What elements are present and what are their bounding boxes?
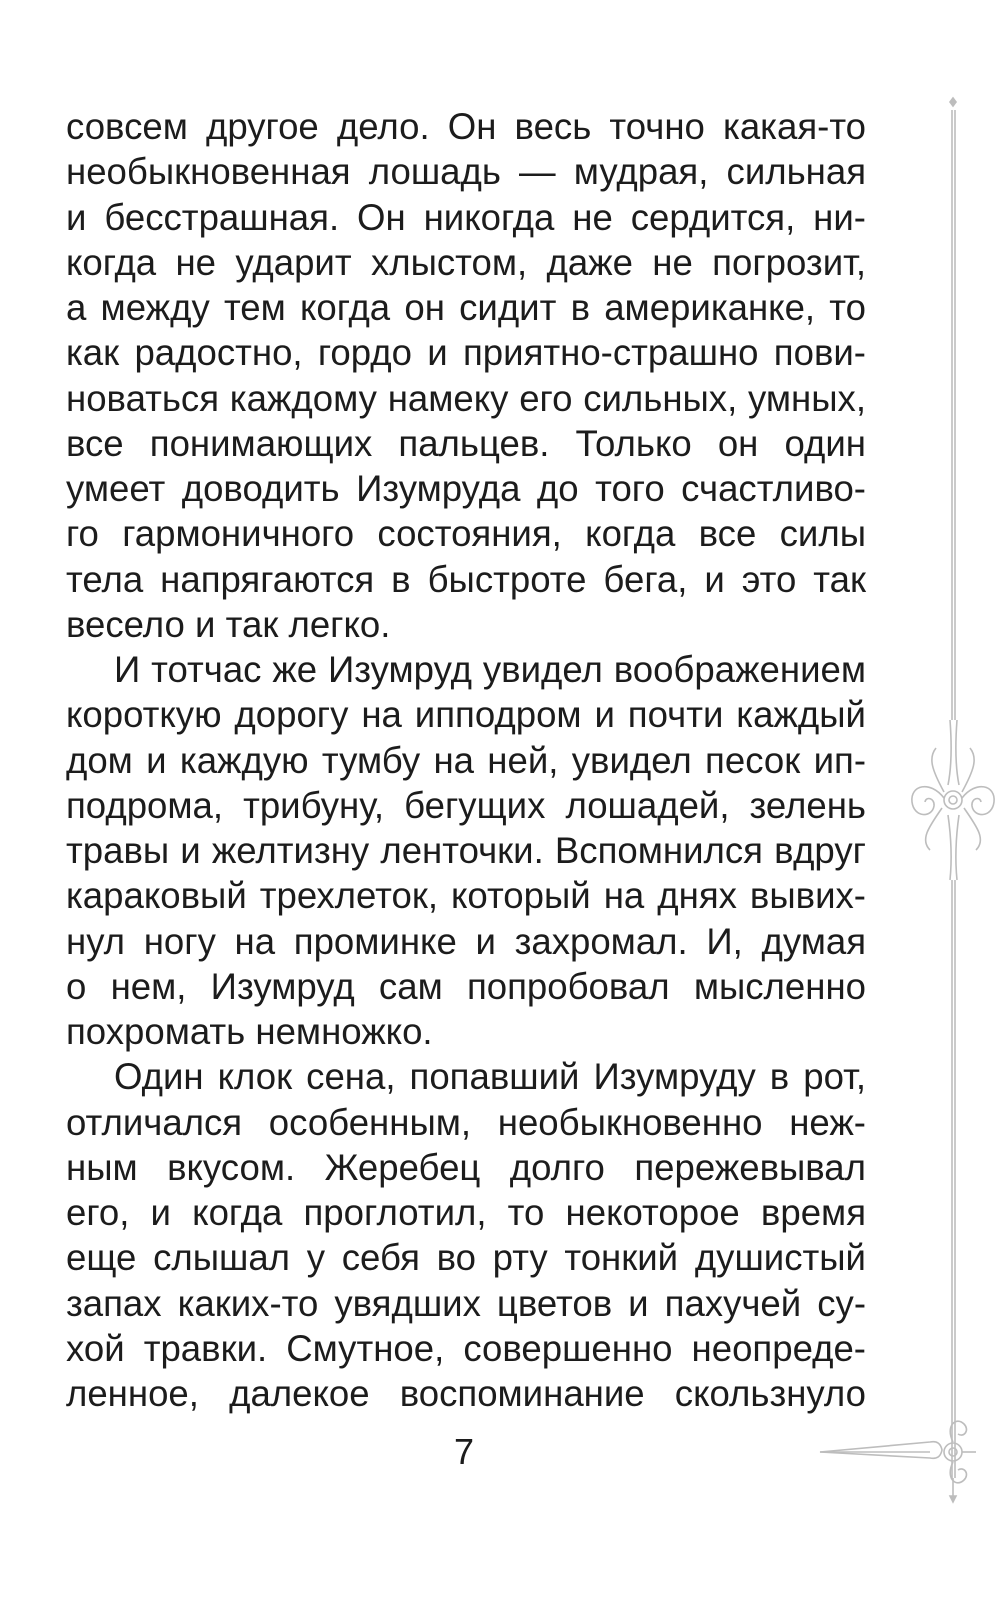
text-line: умеет доводить Изумруда до того счастливо- (66, 468, 866, 509)
text-line: все понимающих пальцев. Только он один (66, 422, 866, 464)
text-line: го гармоничного состояния, когда все силы (66, 513, 866, 555)
text-line: запах каких-то увядших цветов и пахучей су- (66, 1282, 866, 1324)
page-number: 7 (453, 1431, 475, 1472)
text-line: И тотчас же Изумруд увидел воображением (114, 649, 866, 690)
text-line: о нем, Изумруд сам попробовал мысленно (66, 965, 866, 1007)
text-line: еще слышал у себя во рту тонкий душистый (66, 1237, 866, 1279)
text-line: необыкновенная лошадь — мудрая, сильная (66, 151, 866, 193)
body-text (66, 104, 866, 1416)
text-line: тела напрягаются в быстроте бега, и это так (66, 558, 866, 600)
text-line: отличался особенным, необыкновенно неж- (66, 1101, 866, 1143)
text-line: караковый трехлеток, который на днях вывих- (66, 875, 866, 917)
text-line: когда не ударит хлыстом, даже не погрозит, (66, 241, 866, 283)
text-line: новаться каждому намеку его сильных, умных, (66, 377, 866, 419)
text-line: дом и каждую тумбу на ней, увидел песок ип- (66, 739, 866, 781)
text-line: ленное, далекое воспоминание скользнуло (66, 1373, 866, 1414)
text-line: и бесстрашная. Он никогда не сердится, ни- (66, 196, 866, 238)
text-line: хой травки. Смутное, совершенно неопреде- (66, 1327, 866, 1369)
text-line: подрома, трибуну, бегущих лошадей, зелень (66, 784, 866, 826)
text-line: нул ногу на проминке и захромал. И, думая (66, 920, 866, 962)
text-line: а между тем когда он сидит в американке, то (66, 287, 866, 328)
text-line: как радостно, гордо и приятно-страшно пови- (66, 332, 866, 374)
decorative-border-icon (780, 80, 1000, 1520)
text-line: совсем другое дело. Он весь точно какая-то (66, 106, 866, 147)
text-line: короткую дорогу на ипподром и почти каждый (66, 694, 866, 736)
text-line: Один клок сена, попавший Изумруду в рот, (114, 1056, 866, 1098)
text-line: весело и так легко. (66, 603, 391, 645)
text-line: его, и когда проглотил, то некоторое время (66, 1192, 866, 1233)
text-line: ным вкусом. Жеребец долго пережевывал (66, 1146, 866, 1188)
text-line: похромать немножко. (66, 1011, 433, 1052)
text-line: травы и желтизну ленточки. Вспомнился вдруг (66, 830, 866, 871)
